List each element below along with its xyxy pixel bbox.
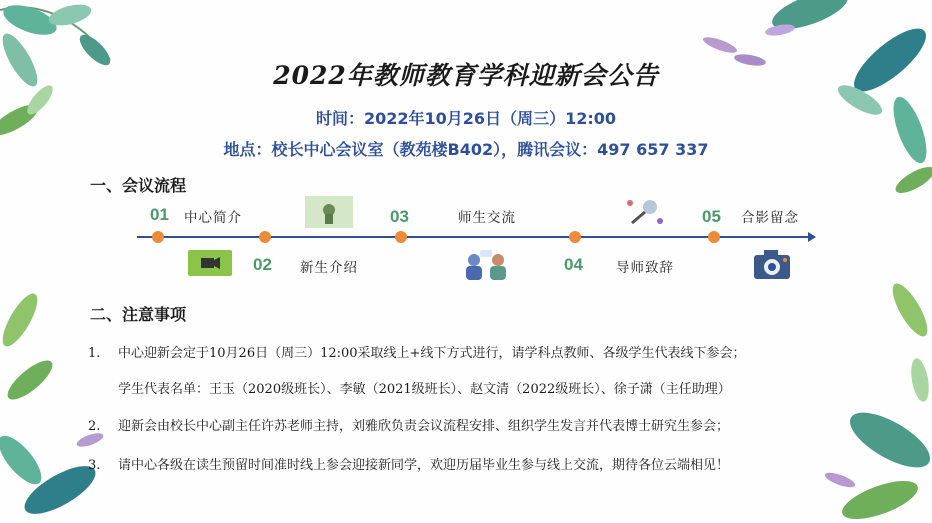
list-item: 1. 中心迎新会定于10月26日（周三）12:00采取线上+线下方式进行，请学科点教师、各级学生代表线下参会； bbox=[88, 346, 746, 361]
video-camera-icon bbox=[188, 250, 232, 280]
list-item: 学生代表名单：王玉（2020级班长）、李敏（2021级班长）、赵文清（2022级班长）、徐子潇（主任助理） bbox=[118, 382, 731, 397]
meeting-time: 时间：2022年10月26日（周三）12:00 bbox=[316, 109, 616, 128]
timeline-dot bbox=[152, 231, 164, 243]
step-number-03: 03 bbox=[390, 207, 409, 226]
step-number-01: 01 bbox=[150, 205, 169, 224]
camera-icon bbox=[752, 245, 792, 285]
page-title: 2022年教师教育学科迎新会公告 bbox=[273, 61, 659, 90]
step-label-03: 师生交流 bbox=[458, 210, 516, 226]
step-label-01: 中心简介 bbox=[184, 210, 242, 226]
timeline-dot bbox=[395, 231, 407, 243]
people-chat-icon bbox=[460, 250, 512, 286]
section-heading-agenda: 一、会议流程 bbox=[90, 176, 187, 195]
leaf-decoration-top-right bbox=[660, 0, 932, 200]
speaker-presentation-icon bbox=[305, 196, 353, 232]
microphone-icon bbox=[620, 195, 668, 231]
timeline-dot bbox=[569, 231, 581, 243]
step-label-02: 新生介绍 bbox=[300, 260, 358, 276]
timeline-dot bbox=[708, 231, 720, 243]
step-label-05: 合影留念 bbox=[741, 210, 799, 226]
timeline-dot bbox=[259, 231, 271, 243]
meeting-location: 地点：校长中心会议室（教苑楼B402），腾讯会议：497 657 337 bbox=[223, 140, 709, 159]
section-heading-notes: 二、注意事项 bbox=[90, 305, 187, 324]
step-number-02: 02 bbox=[253, 255, 272, 274]
leaf-decoration-bottom-right bbox=[780, 280, 932, 523]
step-number-05: 05 bbox=[702, 207, 721, 226]
step-label-04: 导师致辞 bbox=[616, 260, 674, 276]
list-item: 3. 请中心各级在读生预留时间准时线上参会迎接新同学，欢迎历届毕业生参与线上交流，期待各位云端相见！ bbox=[88, 458, 730, 473]
list-item: 2. 迎新会由校长中心副主任许苏老师主持，刘雅欣负责会议流程安排、组织学生发言并代表博士研究生参会； bbox=[88, 419, 730, 434]
step-number-04: 04 bbox=[564, 255, 583, 274]
